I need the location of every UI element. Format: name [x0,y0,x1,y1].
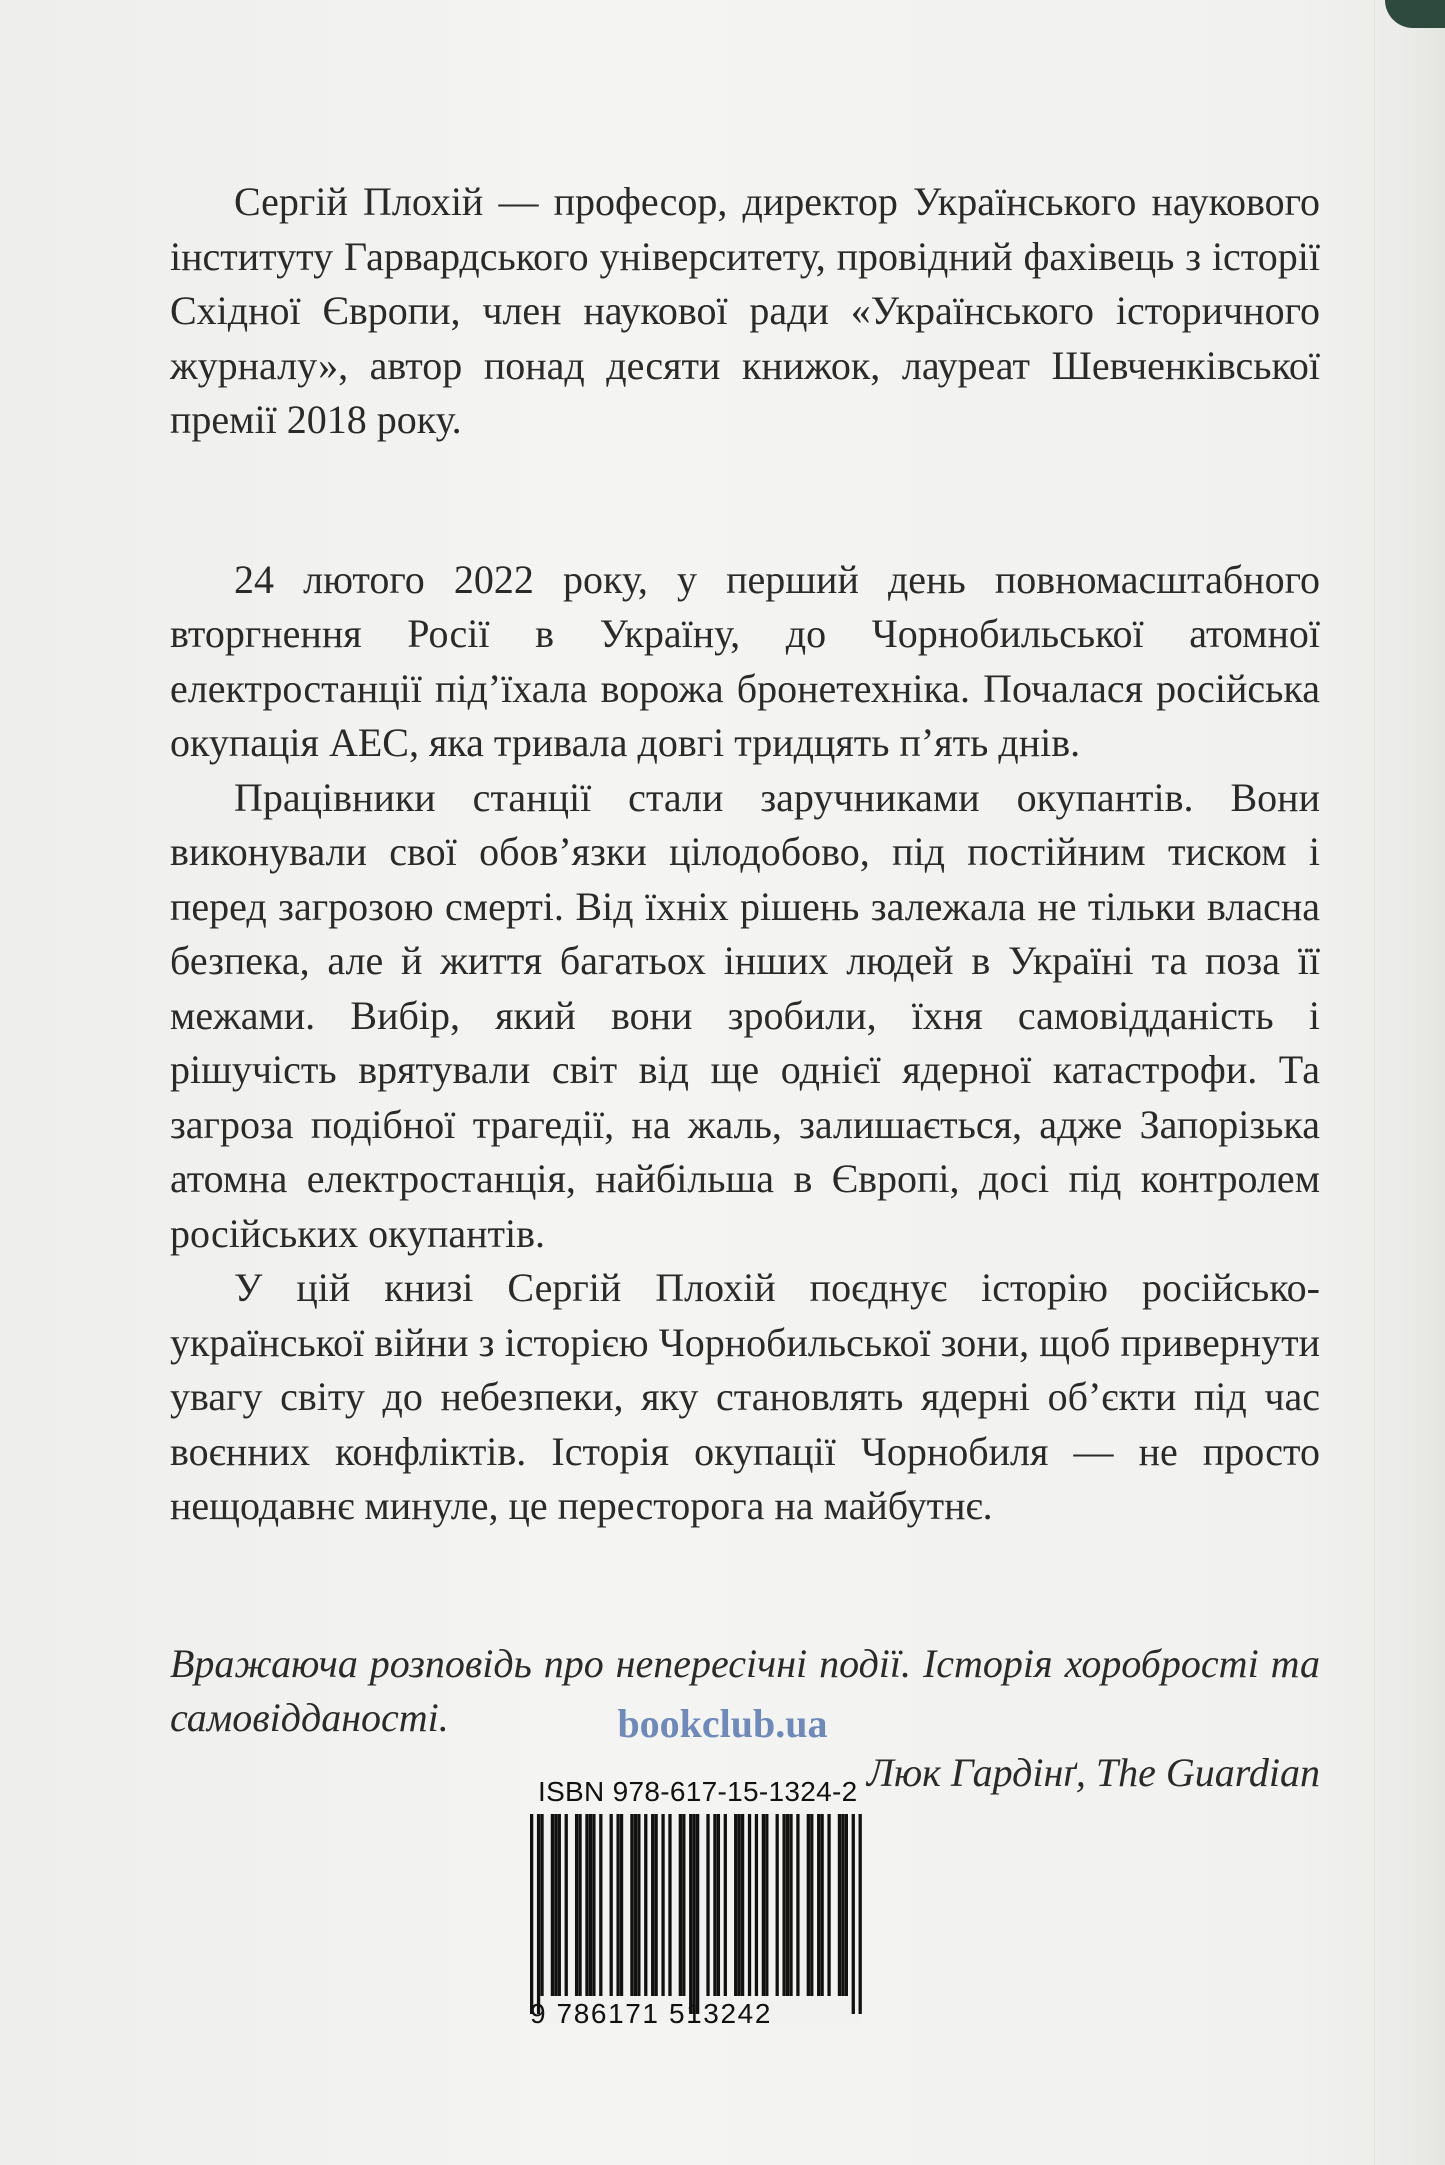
barcode-bar [810,1814,813,1996]
barcode-bar [537,1814,540,2014]
barcode-bar [578,1814,581,1996]
barcode-bar [554,1814,557,1996]
barcode-bar [637,1814,640,1996]
barcode-bar [589,1814,592,1996]
barcode-bar [679,1814,682,1996]
barcode-bar [610,1814,613,1996]
cover-text [170,175,1320,1800]
barcode-bar [841,1814,844,1996]
description-paragraph-2: Працівники станції стали заручниками окупантів. Вони виконували свої обов’язки цілодобово, під постійним тиском і перед загрозою смерті. Від їхніх рішень залежала не тільки власна безпека, але й життя багатьох інших людей в Україні та поза її межами. Вибір, який вони зробили, їхня самовідданість і рішучість врятували світ від ще однієї ядерної катастрофи. Та загроза подібної трагедії, на жаль, залишається, адже Запорізька атомна електростанція, найбільша в Європі, досі під контролем російських окупантів. [170,774,1320,1256]
barcode-bar [789,1814,792,1996]
barcode-bar [651,1814,654,1996]
barcode-bar [748,1814,751,1996]
barcode-bar [734,1814,737,1996]
barcode-bar [796,1814,799,1996]
barcode-bar [741,1814,744,1996]
description-paragraph-1: 24 лютого 2022 року, у перший день повномасштабного вторгнення Росії в Україну, до Чорнобильської атомної електростанції під’їхала ворожа бронетехніка. Почалася російська окупація АЕС, яка тривала довгі тридцять п’ять днів. [170,556,1320,765]
barcode-bar [807,1814,810,1996]
barcode-bar [717,1814,720,1996]
barcode-bar [838,1814,841,1996]
barcode-bar [634,1814,637,1996]
barcode-bar [558,1814,561,1996]
barcode-bar [689,1814,692,2014]
barcode-bar [762,1814,765,1996]
review-quote: Вражаюча розповідь про непересічні події. Історія хоробрості та самовідданості. [170,1640,1320,1740]
barcode-bar [540,1814,543,1996]
barcode-bar [644,1814,647,1996]
barcode-bar [821,1814,824,1996]
barcode-bar [585,1814,588,1996]
barcode-bar [661,1814,664,1996]
barcode-bar [693,1814,696,2014]
barcode-bar [599,1814,602,1996]
barcode-bar [827,1814,830,1996]
barcode-bar [668,1814,671,1996]
barcode-bar [565,1814,568,1996]
barcode-bar [696,1814,699,2014]
about-author: Сергій Плохій — професор, директор Українського наукового інституту Гарвардського університету, провідний фахівець з історії Східної Європи, член наукової ради «Українського історичного журналу», автор понад десяти книжок, лауреат Шевченківської премії 2018 року. [170,179,1320,442]
barcode-bar [782,1814,785,1996]
barcode-bar [530,1814,533,2014]
barcode-bar [817,1814,820,1996]
barcode-bar [776,1814,779,1996]
barcode-bar [786,1814,789,1996]
barcode-bar [724,1814,727,1996]
barcode-bar [713,1814,716,1996]
barcode-bar [845,1814,848,1996]
barcode-bar [765,1814,768,1996]
barcode-bar [551,1814,554,1996]
review-author: Люк Гардінґ, The Guardian [866,1749,1320,1795]
barcode-bar [592,1814,595,1996]
barcode-bar [630,1814,633,1996]
isbn-label: ISBN 978-617-15-1324-2 [538,1776,858,1807]
barcode-bar [655,1814,658,1996]
barcode-bar [682,1814,685,1996]
cover-edge [1374,0,1445,2165]
barcode-bar [852,1814,855,2014]
barcode-bar [620,1814,623,1996]
barcode-bar [738,1814,741,1996]
barcode-bar [755,1814,758,1996]
barcode [530,1814,862,2024]
barcode-bar [575,1814,578,1996]
barcode-bar [706,1814,709,1996]
barcode-bar [616,1814,619,1996]
description-paragraph-3: У цій книзі Сергій Плохій поєднує історію російсько-української війни з історією Чорнобильської зони, щоб привернути увагу світу до небезпеки, яку становлять ядерні об’єкти під час воєнних конфліктів. Історія окупації Чорнобиля — не просто нещодавнє минуле, це пересторога на майбутнє. [170,1265,1320,1528]
publisher-site-link[interactable]: bookclub.ua [617,1701,828,1746]
barcode-digits: 9 786171 513242 [530,1998,772,2029]
barcode-bar [859,1814,862,2014]
